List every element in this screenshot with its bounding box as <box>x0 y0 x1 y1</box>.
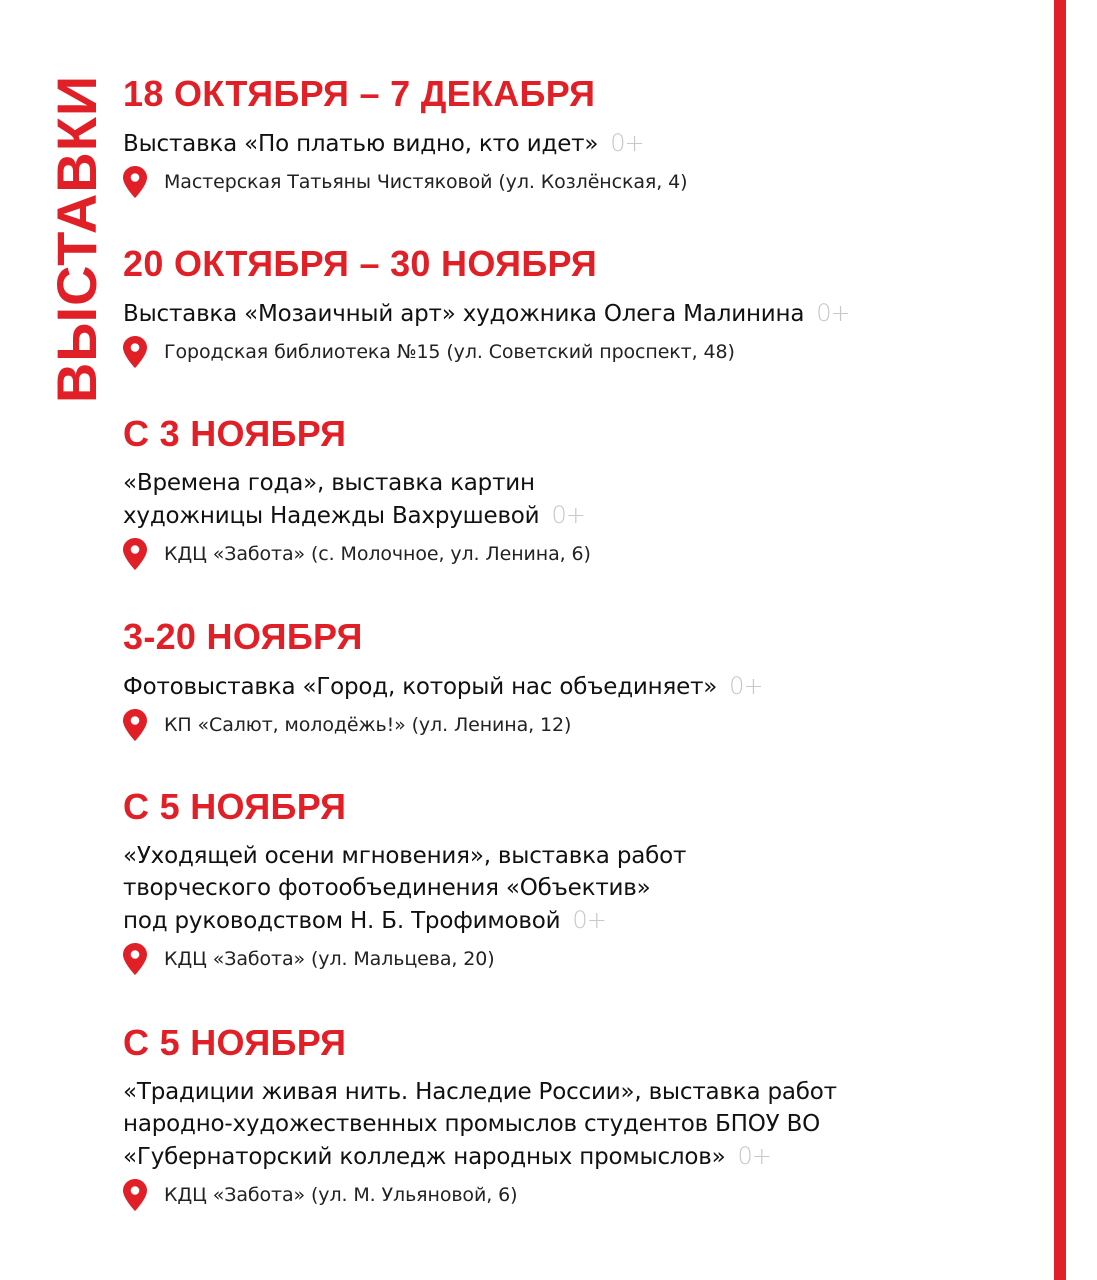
event-title <box>123 127 687 160</box>
event-place: КДЦ «Забота» (ул. М. Ульяновой, 6) <box>164 1184 518 1206</box>
event-date: 18 ОКТЯБРЯ – 7 ДЕКАБРЯ <box>123 73 596 114</box>
age-rating: 0+ <box>729 672 763 700</box>
event-item <box>123 786 687 975</box>
event-item <box>123 1022 837 1211</box>
decorative-red-stripe <box>1054 0 1066 1280</box>
event-date: С 5 НОЯБРЯ <box>123 786 347 827</box>
event-title-line: «Традиции живая нить. Наследие России», выставка работ <box>123 1079 837 1105</box>
event-title-line: под руководством Н. Б. Трофимовой <box>123 908 561 934</box>
age-rating: 0+ <box>737 1142 771 1170</box>
event-title <box>123 840 686 937</box>
event-title-line: Выставка «По платью видно, кто идет» <box>123 131 599 157</box>
event-location <box>123 943 686 975</box>
location-pin-icon <box>123 336 147 368</box>
event-place: КП «Салют, молодёжь!» (ул. Ленина, 12) <box>164 714 572 736</box>
event-location <box>123 336 850 368</box>
event-item <box>123 413 591 570</box>
event-title <box>123 1076 837 1173</box>
event-date: 20 ОКТЯБРЯ – 30 НОЯБРЯ <box>123 243 598 284</box>
section-title <box>45 74 108 404</box>
event-title-line: «Уходящей осени мгновения», выставка работ <box>123 843 687 869</box>
location-pin-icon <box>123 166 147 198</box>
event-title-line: народно-художественных промыслов студентов БПОУ ВО <box>123 1111 821 1137</box>
age-rating: 0+ <box>610 129 644 157</box>
event-location <box>123 538 591 570</box>
event-item <box>123 243 850 368</box>
event-title-line: Выставка «Мозаичный арт» художника Олега Малинина <box>123 301 805 327</box>
event-date: С 3 НОЯБРЯ <box>123 413 347 454</box>
event-location <box>123 1179 837 1211</box>
location-pin-icon <box>123 943 147 975</box>
age-rating: 0+ <box>572 906 606 934</box>
event-place: Мастерская Татьяны Чистяковой (ул. Козлёнская, 4) <box>164 171 688 193</box>
event-location <box>123 166 687 198</box>
event-location <box>123 709 763 741</box>
age-rating: 0+ <box>551 501 585 529</box>
event-title <box>123 670 763 703</box>
section-title-text: ВЫСТАВКИ <box>45 74 108 404</box>
event-title-line: творческого фотообъединения «Объектив» <box>123 875 651 901</box>
event-item <box>123 73 688 198</box>
event-item <box>123 616 763 741</box>
location-pin-icon <box>123 538 147 570</box>
event-title-line: «Времена года», выставка картин <box>123 470 535 496</box>
event-title-line: художницы Надежды Вахрушевой <box>123 503 540 529</box>
location-pin-icon <box>123 709 147 741</box>
event-title <box>123 297 850 330</box>
event-title-line: Фотовыставка «Город, который нас объединяет» <box>123 674 718 700</box>
event-title-line: «Губернаторский колледж народных промыслов» <box>123 1144 726 1170</box>
event-place: КДЦ «Забота» (с. Молочное, ул. Ленина, 6) <box>164 543 591 565</box>
event-date: С 5 НОЯБРЯ <box>123 1022 347 1063</box>
age-rating: 0+ <box>816 299 850 327</box>
event-title <box>123 467 591 532</box>
event-place: КДЦ «Забота» (ул. Мальцева, 20) <box>164 948 495 970</box>
event-place: Городская библиотека №15 (ул. Советский проспект, 48) <box>164 341 735 363</box>
location-pin-icon <box>123 1179 147 1211</box>
event-date: 3-20 НОЯБРЯ <box>123 616 363 657</box>
